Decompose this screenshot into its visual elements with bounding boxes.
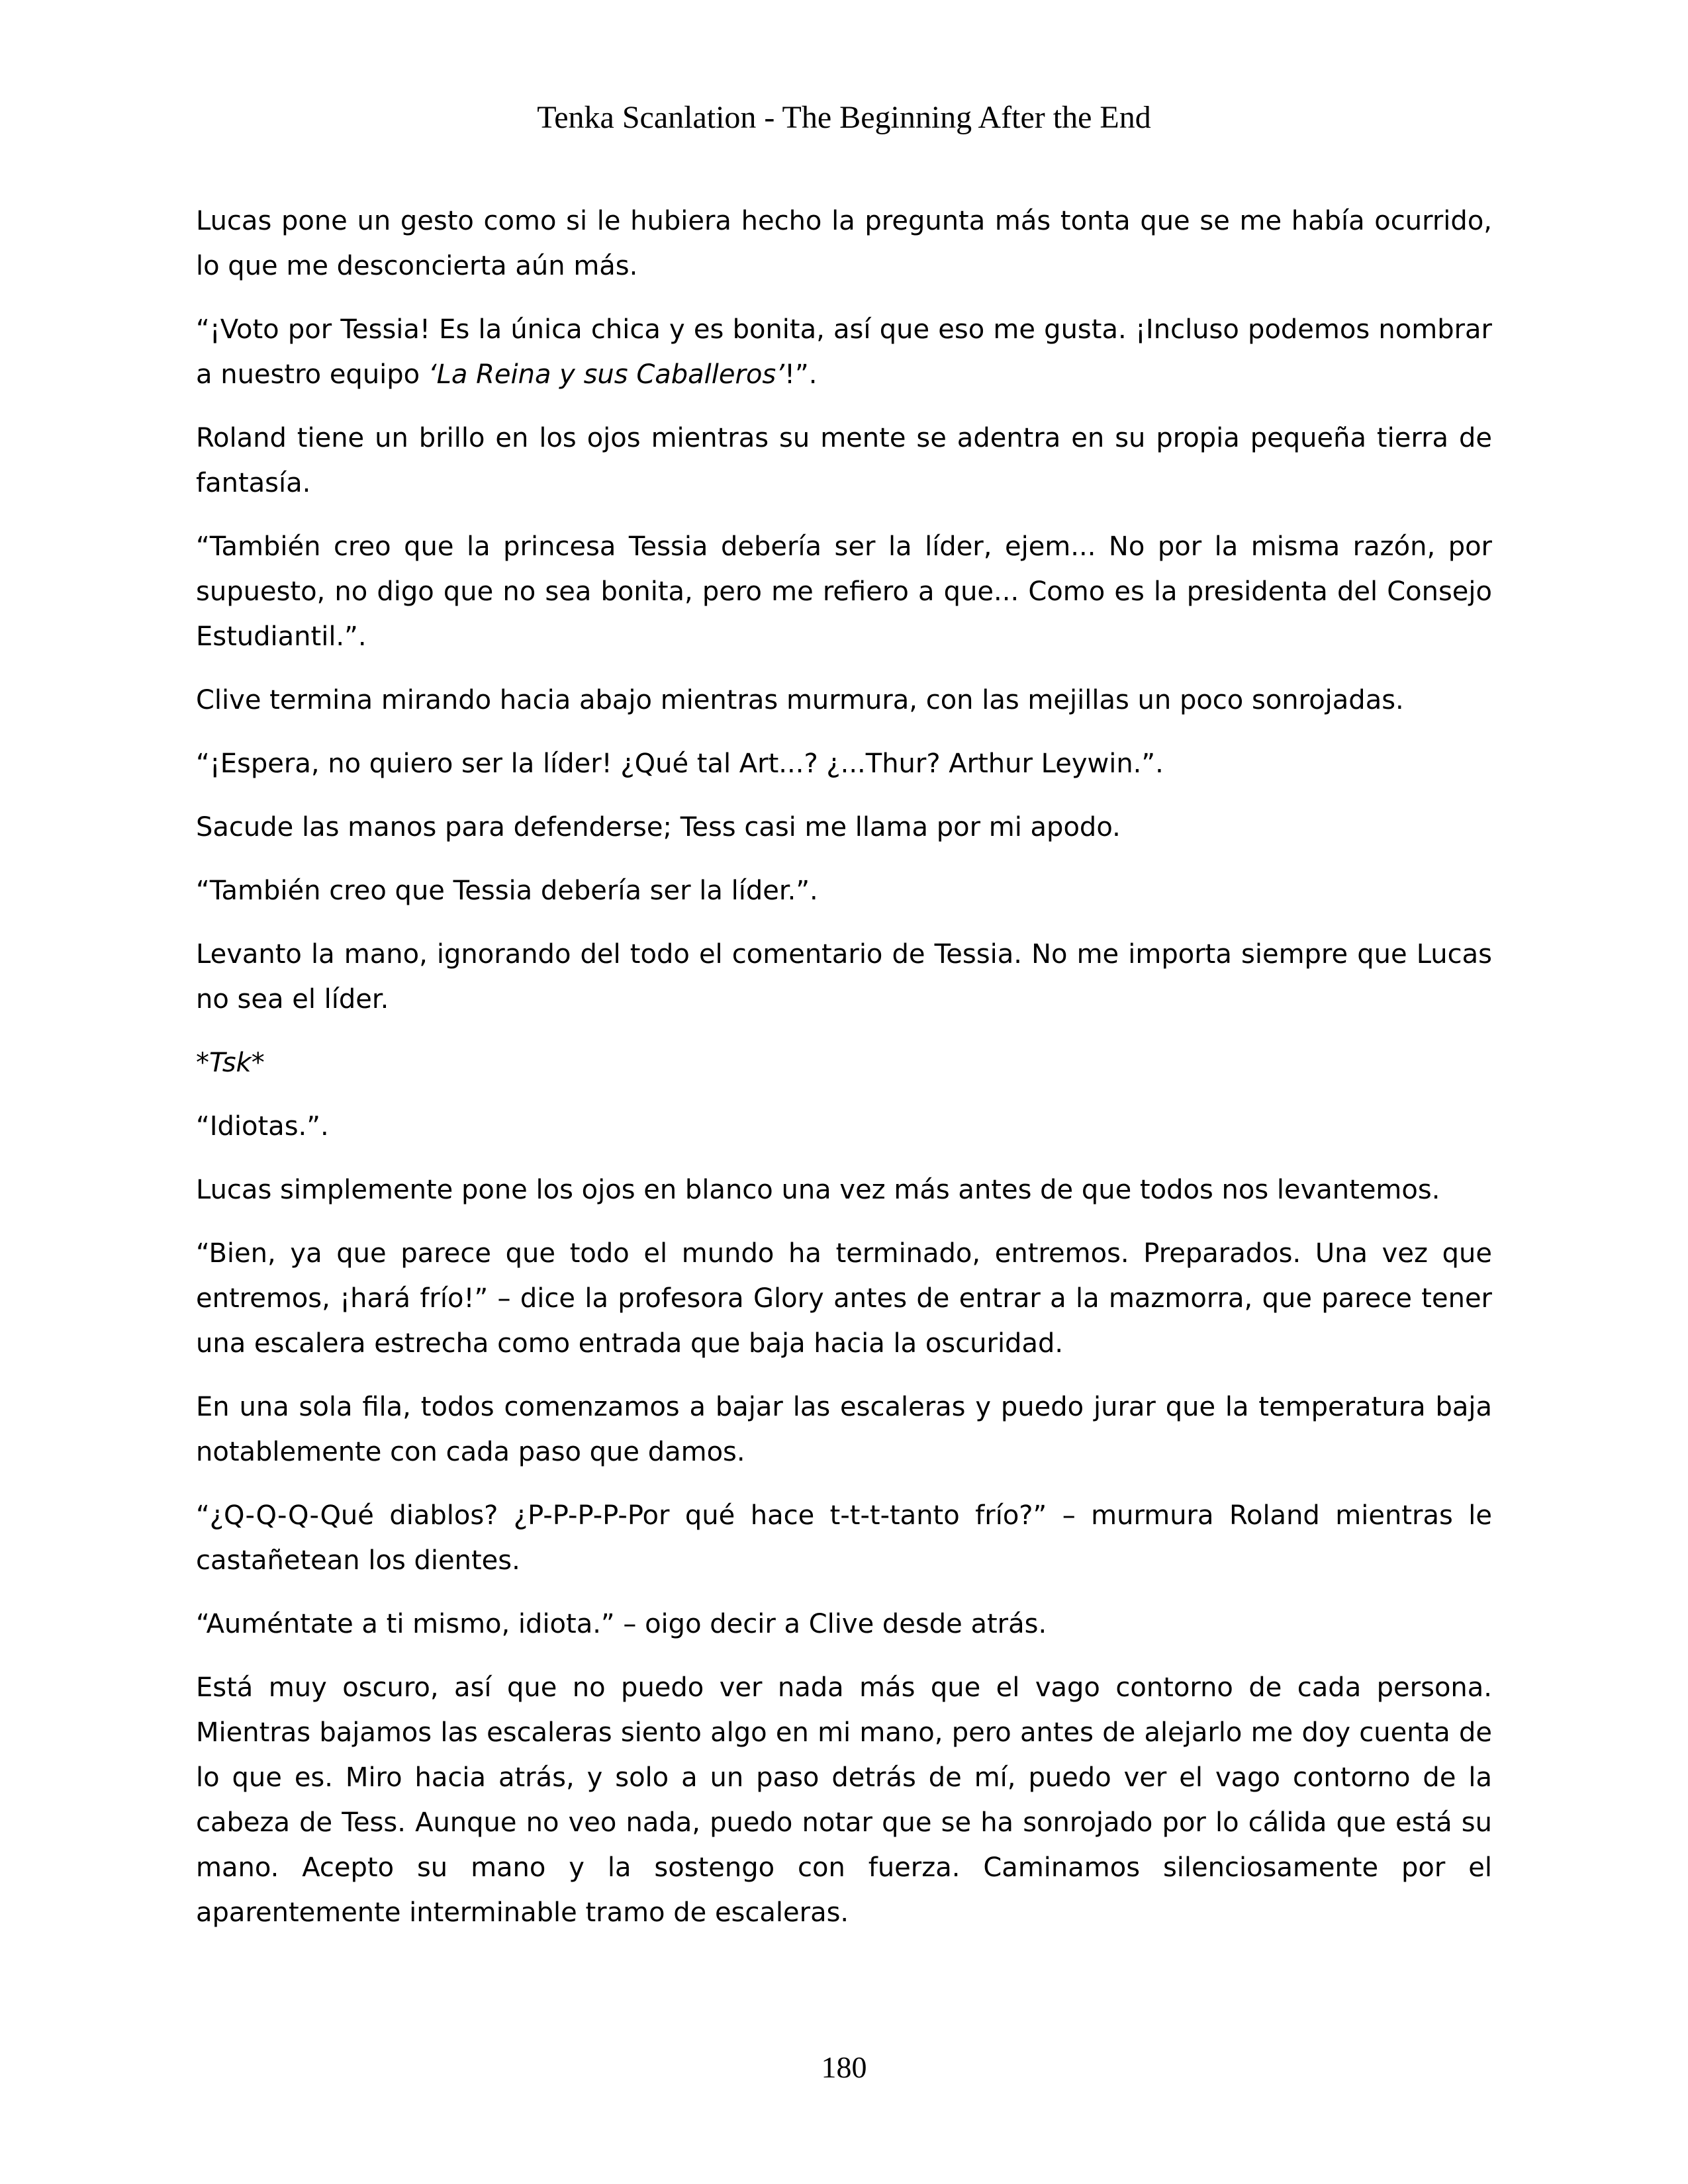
paragraph: “Auméntate a ti mismo, idiota.” – oigo decir a Clive desde atrás. — [196, 1609, 1047, 1639]
paragraph: “También creo que la princesa Tessia debería ser la líder, ejem... No por la misma razón, por supuesto, no digo que no sea bonita, pero me refiero a que... Como es la presidenta del Consejo Estudiantil.”. — [196, 531, 1492, 652]
body-text — [196, 199, 1492, 1954]
paragraph: “Bien, ya que parece que todo el mundo ha terminado, entremos. Preparados. Una vez que entremos, ¡hará frío!” – dice la profesora Glory antes de entrar a la mazmorra, que parece tener una escalera estrecha como entrada que baja hacia la oscuridad. — [196, 1238, 1492, 1359]
paragraph: Clive termina mirando hacia abajo mientras murmura, con las mejillas un poco sonrojadas. — [196, 685, 1404, 715]
paragraph — [196, 307, 1492, 397]
paragraph: Está muy oscuro, así que no puedo ver nada más que el vago contorno de cada persona. Mientras bajamos las escaleras siento algo en mi mano, pero antes de alejarlo me doy cuenta de lo que es. Miro hacia atrás, y solo a un paso detrás de mí, puedo ver el vago contorno de la cabeza de Tess. Aunque no veo nada, puedo notar que se ha sonrojado por lo cálida que está su mano. Acepto su mano y la sostengo con fuerza. Caminamos silenciosamente por el aparentemente interminable tramo de escaleras. — [196, 1672, 1492, 1928]
paragraph: Roland tiene un brillo en los ojos mientras su mente se adentra en su propia pequeña tierra de fantasía. — [196, 423, 1492, 498]
team-name-italic: ‘La Reina y sus Caballeros’ — [428, 359, 784, 390]
paragraph: Lucas simplemente pone los ojos en blanco una vez más antes de que todos nos levantemos. — [196, 1175, 1440, 1205]
paragraph: “¿Q-Q-Q-Qué diablos? ¿P-P-P-P-Por qué hace t-t-t-tanto frío?” – murmura Roland mientras le castañetean los dientes. — [196, 1500, 1492, 1576]
paragraph: “También creo que Tessia debería ser la líder.”. — [196, 876, 818, 906]
paragraph-italic — [196, 1040, 1492, 1085]
paragraph-text: “¡Voto por Tessia! Es la única chica y es bonita, así que eso me gusta. ¡Incluso podemos nombrar a nuestro equipo — [196, 314, 1492, 390]
page-number: 180 — [821, 2050, 867, 2084]
paragraph: Levanto la mano, ignorando del todo el comentario de Tessia. No me importa siempre que Lucas no sea el líder. — [196, 939, 1492, 1015]
paragraph: En una sola fila, todos comenzamos a bajar las escaleras y puedo jurar que la temperatura baja notablemente con cada paso que damos. — [196, 1392, 1492, 1467]
paragraph: “¡Espera, no quiero ser la líder! ¿Qué tal Art...? ¿...Thur? Arthur Leywin.”. — [196, 749, 1164, 779]
paragraph: “Idiotas.”. — [196, 1111, 329, 1142]
paragraph: Sacude las manos para defenderse; Tess casi me llama por mi apodo. — [196, 812, 1121, 842]
page-header: Tenka Scanlation - The Beginning After the End — [537, 100, 1151, 135]
sound-effect-italic: *Tsk* — [196, 1048, 265, 1078]
paragraph: Lucas pone un gesto como si le hubiera hecho la pregunta más tonta que se me había ocurrido, lo que me desconcierta aún más. — [196, 206, 1492, 281]
paragraph-text: !”. — [784, 359, 818, 390]
